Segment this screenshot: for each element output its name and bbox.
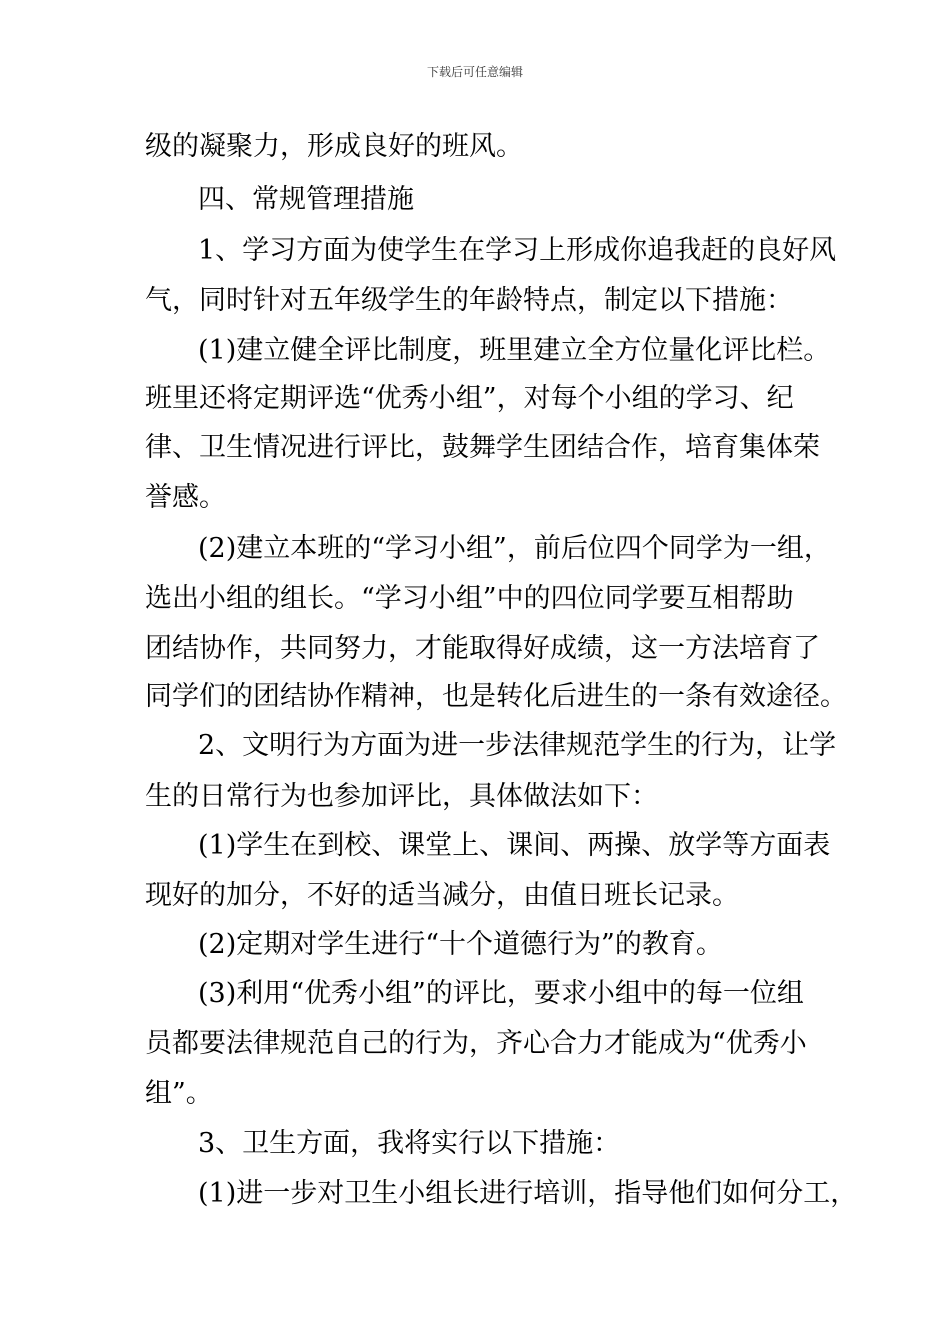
text-line: 现好的加分，不好的适当减分，由值日班长记录。 xyxy=(145,880,739,911)
text-line: 3、卫生方面，我将实行以下措施： xyxy=(198,1128,621,1159)
text-line: (2)建立本班的“学习小组”，前后位四个同学为一组， xyxy=(198,533,831,564)
text-line: 组”。 xyxy=(145,1078,213,1109)
text-line: 团结协作，共同努力，才能取得好成绩，这一方法培育了 xyxy=(145,633,820,664)
text-line: 气，同时针对五年级学生的年龄特点，制定以下措施： xyxy=(145,285,793,316)
text-line: 2、文明行为方面为进一步法律规范学生的行为，让学 xyxy=(198,730,837,761)
text-line: (1)建立健全评比制度，班里建立全方位量化评比栏。 xyxy=(198,335,831,366)
page-header: 下载后可任意编辑 xyxy=(426,65,523,79)
text-line: (2)定期对学生进行“十个道德行为”的教育。 xyxy=(198,929,723,960)
text-line: 班里还将定期评选“优秀小组”，对每个小组的学习、纪 xyxy=(145,383,794,414)
text-line: (1)学生在到校、课堂上、课间、两操、放学等方面表 xyxy=(198,830,831,861)
text-line: 誉感。 xyxy=(145,482,226,513)
text-line: 生的日常行为也参加评比，具体做法如下： xyxy=(145,781,658,812)
text-line: 选出小组的组长。“学习小组”中的四位同学要互相帮助 xyxy=(145,583,794,614)
text-line: 1、学习方面为使学生在学习上形成你追我赶的良好风 xyxy=(198,235,837,266)
text-line: (3)利用“优秀小组”的评比，要求小组中的每一位组 xyxy=(198,978,804,1009)
text-line: (1)进一步对卫生小组长进行培训，指导他们如何分工， xyxy=(198,1178,858,1209)
text-line: 同学们的团结协作精神，也是转化后进生的一条有效途径。 xyxy=(145,681,847,712)
text-line: 级的凝聚力，形成良好的班风。 xyxy=(145,131,523,162)
section-heading: 四、常规管理措施 xyxy=(198,184,414,215)
text-line: 员都要法律规范自己的行为，齐心合力才能成为“优秀小 xyxy=(145,1028,807,1059)
text-line: 律、卫生情况进行评比，鼓舞学生团结合作，培育集体荣 xyxy=(145,432,820,463)
